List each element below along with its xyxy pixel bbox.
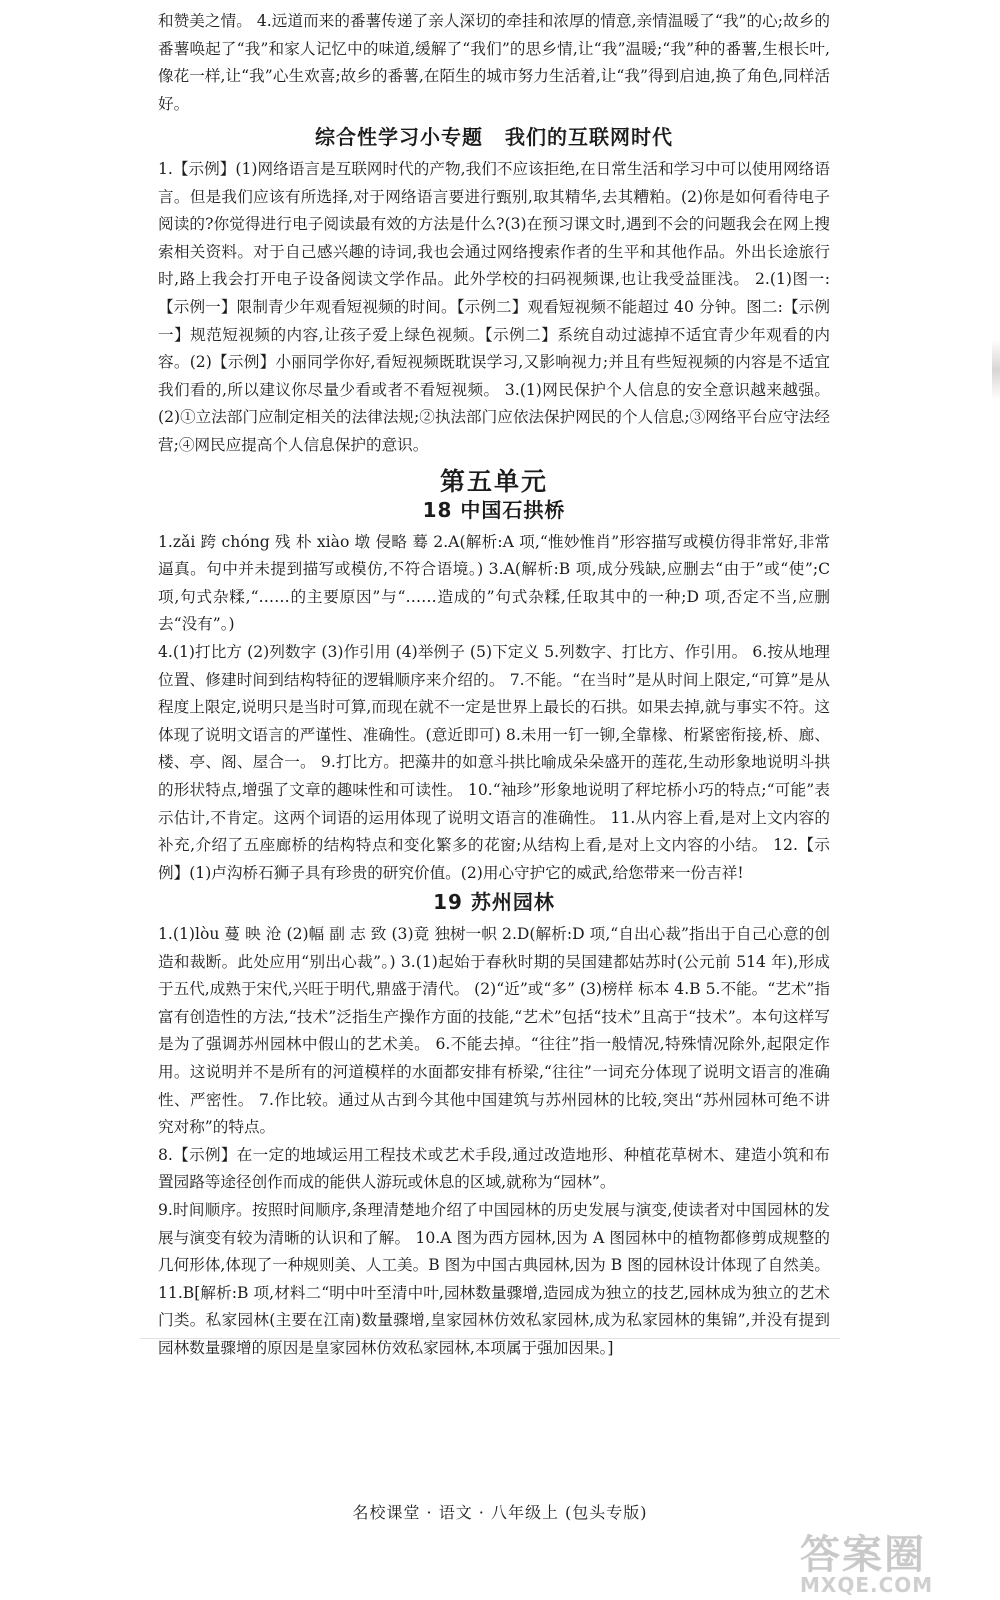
lesson-19-paragraph: 1.(1)lòu 蔓 映 沧 (2)幅 副 志 致 (3)竟 独树一帜 2.D(解析:D 项,“自出心裁”指出于自己心意的创造和裁断。此处应用“别出心裁”。) 3.(1)起始于春秋时期的吴国建都姑苏时(公元前 514 年),形成于五代,成熟于宋代,兴旺于明代,鼎盛于清代。 (2)“近”或“多” (3)榜样 标本 4.B 5.不能。“艺术”指富有创造性的方法,“技术”泛指生产操作方面的技能,“艺术”包括“技术”且高于“技术”。本句这样写是为了强调苏州园林中假山的艺术美。 6.不能去掉。“往往”指一般情况,特殊情况除外,起限定作用。这说明并不是所有的河道模样的水面都安排有桥梁,“往往”一词充分体现了说明文语言的准确性、严密性。 7.作比较。通过从古到今其他中国建筑与苏州园林的比较,突出“苏州园林可绝不讲究对称”的特点。 <box>158 925 830 1137</box>
answer-page <box>158 8 830 1363</box>
page-footer: 名校课堂 · 语文 · 八年级上 (包头专版) <box>352 1503 648 1522</box>
answer-paragraph-top: 和赞美之情。 4.远道而来的番薯传递了亲人深切的牵挂和浓厚的情意,亲情温暖了“我”的心;故乡的番薯唤起了“我”和家人记忆中的味道,缓解了“我们”的思乡情,让“我”温暖;“我”种的番薯,生根长叶,像花一样,让“我”心生欢喜;故乡的番薯,在陌生的城市努力生活着,让“我”得到启迪,换了角色,同样活好。 <box>158 12 830 113</box>
lesson-19-paragraph: 8.【示例】在一定的地域运用工程技术或艺术手段,通过改造地形、种植花草树木、建造小筑和布置园路等途径创作而成的能供人游玩或休息的区域,就称为“园林”。 <box>158 1145 830 1192</box>
watermark-logo: 答案圈 <box>800 1532 926 1578</box>
watermark-url: MXQE.COM <box>800 1573 934 1597</box>
lesson-18-title: 18 中国石拱桥 <box>422 498 566 523</box>
topic-title: 综合性学习小专题 我们的互联网时代 <box>315 125 673 150</box>
lesson-19-title: 19 苏州园林 <box>433 890 555 915</box>
scan-fold-line <box>140 1338 840 1339</box>
lesson-18-paragraph: 4.(1)打比方 (2)列数字 (3)作引用 (4)举例子 (5)下定义 5.列数字、打比方、作引用。 6.按从地理位置、修建时间到结构特征的逻辑顺序来介绍的。 7.不能。“在当时”是从时间上限定,“可算”是从程度上限定,说明只是当时可算,而现在就不一定是世界上最长的石拱。如果去掉,就与事实不符。这体现了说明文语言的严谨性、准确性。(意近即可) 8.未用一钉一铆,全靠椽、桁紧密衔接,桥、廊、楼、亭、阁、屋合一。 9.打比方。把藻井的如意斗拱比喻成朵朵盛开的莲花,生动形象地说明斗拱的形状特点,增强了文章的趣味性和可读性。 10.“袖珍”形象地说明了秤坨桥小巧的特点;“可能”表示估计,不肯定。这两个词语的运用体现了说明文语言的准确性。 11.从内容上看,是对上文内容的补充,介绍了五座廊桥的结构特点和变化繁多的花窗;从结构上看,是对上文内容的小结。 12.【示例】(1)卢沟桥石狮子具有珍贵的研究价值。(2)用心守护它的威武,给您带来一份吉祥! <box>158 643 830 882</box>
scan-edge-shadow <box>992 340 1000 400</box>
topic-answer-paragraph: 1.【示例】(1)网络语言是互联网时代的产物,我们不应该拒绝,在日常生活和学习中可以使用网络语言。但是我们应该有所选择,对于网络语言要进行甄别,取其精华,去其糟粕。(2)你是如何看待电子阅读的?你觉得进行电子阅读最有效的方法是什么?(3)在预习课文时,遇到不会的问题我会在网上搜索相关资料。对于自己感兴趣的诗词,我也会通过网络搜索作者的生平和其他作品。外出长途旅行时,路上我会打开电子设备阅读文学作品。此外学校的扫码视频课,也让我受益匪浅。 2.(1)图一:【示例一】限制青少年观看短视频的时间。【示例二】观看短视频不能超过 40 分钟。图二:【示例一】规范短视频的内容,让孩子爱上绿色视频。【示例二】系统自动过滤掉不适宜青少年观看的内容。(2)【示例】小丽同学你好,看短视频既耽误学习,又影响视力;并且有些短视频的内容是不适宜我们看的,所以建议你尽量少看或者不看短视频。 3.(1)网民保护个人信息的安全意识越来越强。(2)①立法部门应制定相关的法律法规;②执法部门应依法保护网民的个人信息;③网络平台应守法经营;④网民应提高个人信息保护的意识。 <box>158 159 830 454</box>
lesson-19-paragraph: 9.时间顺序。按照时间顺序,条理清楚地介绍了中国园林的历史发展与演变,使读者对中国园林的发展与演变有较为清晰的认识和了解。 10.A 图为西方园林,因为 A 图园林中的植物都修剪成规整的几何形体,体现了一种规则美、人工美。B 图为中国古典园林,因为 B 图的园林设计体现了自然美。 11.B[解析:B 项,材料二“明中叶至清中叶,园林数量骤增,造园成为独立的技艺,园林成为独立的艺术门类。私家园林(主要在江南)数量骤增,皇家园林仿效私家园林,成为私家园林的集锦”,并没有提到园林数量骤增的原因是皇家园林仿效私家园林,本项属于强加因果。] <box>158 1200 830 1357</box>
site-watermark <box>800 1532 990 1597</box>
unit-title: 第五单元 <box>439 466 548 496</box>
lesson-18-paragraph: 1.zǎi 跨 chóng 残 朴 xiào 墩 侵略 蓦 2.A(解析:A 项,“惟妙惟肖”形容描写或模仿得非常好,非常逼真。句中并未提到描写或模仿,不符合语境。) 3.A(解析:B 项,成分残缺,应删去“由于”或“使”;C 项,句式杂糅,“……的主要原因”与“……造成的”句式杂糅,任取其中的一种;D 项,否定不当,应删去“没有”。) <box>158 532 830 634</box>
